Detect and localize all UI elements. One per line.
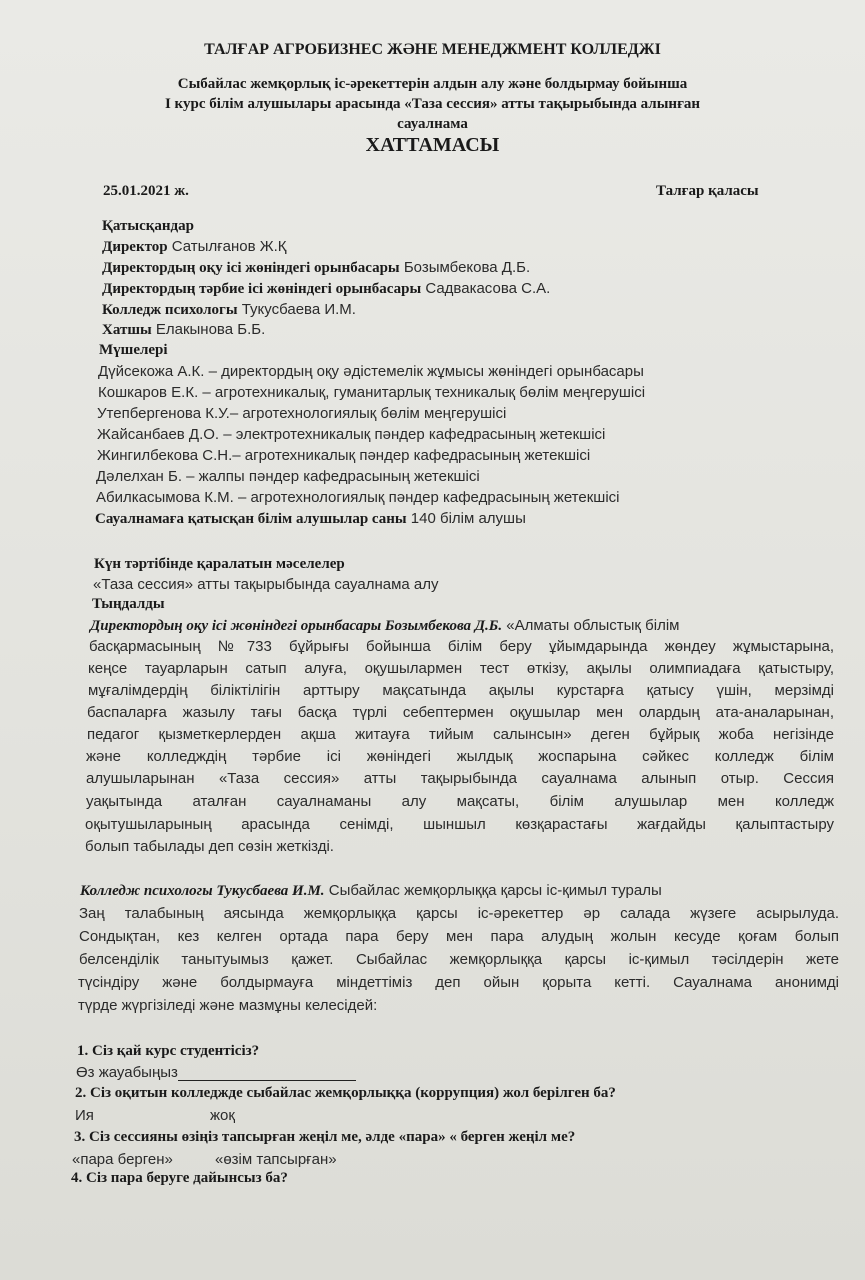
speaker1-line: алушыларынан «Таза сессия» атты тақырыбында сауалнама алынып отыр. Сессия — [86, 770, 834, 787]
question-3-option-bribe: «пара берген» — [72, 1151, 173, 1168]
speaker1-name: Директордың оқу ісі жөніндегі орынбасары Бозымбекова Д.Б. — [90, 618, 503, 634]
speaker1-first-line — [90, 617, 680, 635]
question-3-option-self: «өзім тапсырған» — [215, 1151, 337, 1168]
member-line: Абилкасымова К.М. – агротехнологиялық пәндер кафедрасының жетекшісі — [96, 489, 620, 506]
member-line: Дәлелхан Б. – жалпы пәндер кафедрасының жетекшісі — [96, 468, 480, 485]
speaker1-last-line: болып табылады деп сөзін жеткізді. — [85, 838, 334, 855]
speaker2-name: Колледж психологы Тукусбаева И.М. — [80, 883, 325, 899]
agenda-heading: Күн тәртібінде қаралатын мәселелер — [94, 556, 345, 572]
question-2-option-no: жоқ — [210, 1107, 235, 1124]
subtitle-line-2: І курс білім алушылары арасында «Таза сессия» атты тақырыбында алынған — [164, 96, 701, 112]
question-4: 4. Сіз пара беруге дайынсыз ба? — [71, 1170, 288, 1186]
speaker2-text: Сыбайлас жемқорлыққа қарсы іс-қимыл туралы — [324, 882, 662, 899]
attendee-psychologist — [102, 301, 356, 319]
answer-label: Өз жауабыңыз — [76, 1064, 178, 1081]
speaker2-first-line — [80, 882, 662, 900]
document-date: 25.01.2021 ж. — [103, 183, 189, 199]
attendee-name: Тукусбаева И.М. — [237, 301, 356, 318]
attendee-role: Директор — [102, 239, 168, 255]
subtitle-line-3: сауалнама — [397, 116, 468, 132]
attendee-role: Колледж психологы — [102, 302, 238, 318]
question-3: 3. Сіз сессияны өзіңіз тапсырған жеңіл ме, әлде «пара» « берген жеңіл ме? — [74, 1129, 576, 1145]
speaker1-line: және колледждің тәрбие ісі жөніндегі жылдық жоспарына сәйкес колледж білім — [86, 748, 834, 765]
college-name: ТАЛҒАР АГРОБИЗНЕС ЖӘНЕ МЕНЕДЖМЕНТ КОЛЛЕДЖІ — [204, 41, 661, 58]
speaker1-line: педагог қызметкерлерден ақша житауға тийым салынсын» деген бұйрық жоба негізінде — [87, 726, 834, 743]
speaker2-last-line: түрде жүргізіледі және мазмұны келесідей: — [78, 997, 378, 1014]
member-line: Жайсанбаев Д.О. – электротехникалық пәндер кафедрасының жетекшісі — [97, 426, 606, 443]
document-city: Талғар қаласы — [656, 183, 759, 199]
member-line: Утепбергенова К.У.– агротехнологиялық бөлім меңгерушісі — [97, 405, 507, 422]
document-title: ХАТТАМАСЫ — [365, 134, 500, 156]
participant-count-label: Сауалнамаға қатысқан білім алушылар саны — [95, 511, 407, 527]
agenda-item: «Таза сессия» атты тақырыбында сауалнама алу — [93, 576, 439, 593]
speaker2-line: түсіндіру және болдырмауға міндеттіміз деп ойын қорыта кетті. Сауалнама анонимді — [78, 974, 839, 991]
attendee-role: Директордың тәрбие ісі жөніндегі орынбасары — [102, 281, 422, 297]
attendee-role: Хатшы — [102, 322, 152, 338]
attendee-name: Бозымбекова Д.Б. — [399, 259, 531, 276]
speaker1-line: баспаларға жазылу тағы басқа түрлі себептермен оқушылар мен олардың ата-аналарынан, — [87, 704, 834, 721]
attendee-deputy-upbringing — [102, 280, 550, 298]
member-line: Дүйсекожа А.К. – директордың оқу әдістемелік жұмысы жөніндегі орынбасары — [98, 363, 644, 380]
attendee-role: Директордың оқу ісі жөніндегі орынбасары — [102, 260, 400, 276]
member-line: Жингилбекова С.Н.– агротехникалық пәндер кафедрасының жетекшісі — [97, 447, 591, 464]
question-1-answer — [76, 1064, 356, 1081]
speaker2-line: белсенділік танытуымыз қажет. Сыбайлас жемқорлыққа қарсы іс-қимыл тәсілдерін жете — [79, 951, 839, 968]
speaker1-line: оқытушыларының арасында сенімді, шыншыл көзқарастағы жағдайды қалыптастыру — [85, 816, 834, 833]
attendee-deputy-academic — [102, 259, 530, 277]
question-2-option-yes: Ия — [75, 1107, 94, 1124]
attendee-director — [102, 238, 287, 256]
speaker1-line: уақытында аталған сауалнаманы алу мақсаты, білім алушылар мен колледж — [86, 793, 834, 810]
heard-heading: Тыңдалды — [92, 596, 165, 612]
speaker2-line: Сондықтан, кез келген ортада пара беру мен пара алудың жолын кесуде қоғам болып — [79, 928, 839, 945]
participant-count — [95, 510, 526, 528]
members-heading: Мүшелері — [99, 342, 168, 358]
speaker1-line: кеңсе тауарларын сатып алуға, оқушылармен тест өткізу, ақылы олимпиадаға қатыстыру, — [88, 660, 834, 677]
question-1: 1. Сіз қай курс студентісіз? — [77, 1043, 260, 1059]
speaker1-line: басқармасының №733 бұйрығы бойынша білім беру ұйымдарында жөндеу жұмыстарына, — [89, 638, 834, 655]
subtitle-line-1: Сыбайлас жемқорлық іс-әрекеттерін алдын алу және болдырмау бойынша — [177, 76, 688, 92]
participant-count-value: 140 білім алушы — [406, 510, 526, 527]
question-2: 2. Сіз оқитын колледжде сыбайлас жемқорлыққа (коррупция) жол берілген ба? — [75, 1085, 616, 1101]
member-line: Кошкаров Е.К. – агротехникалық, гуманитарлық техникалық бөлім меңгерушісі — [98, 384, 646, 401]
attendee-name: Сатылғанов Ж.Қ — [167, 238, 287, 255]
attendees-heading: Қатысқандар — [102, 218, 194, 234]
speaker1-text: «Алматы облыстық білім — [502, 617, 680, 634]
attendee-name: Елакынова Б.Б. — [151, 321, 266, 338]
attendee-name: Садвакасова С.А. — [421, 280, 551, 297]
answer-blank-line — [178, 1066, 356, 1081]
attendee-secretary — [102, 321, 265, 339]
speaker1-line: мұғалімдердің біліктілігін арттыру мақсатында ақылы курстарға қатысу үшін, мерзімді — [88, 682, 834, 699]
speaker2-line: Заң талабының аясында жемқорлыққа қарсы іс-әрекеттер әр салада жүзеге асырылуда. — [79, 905, 839, 922]
